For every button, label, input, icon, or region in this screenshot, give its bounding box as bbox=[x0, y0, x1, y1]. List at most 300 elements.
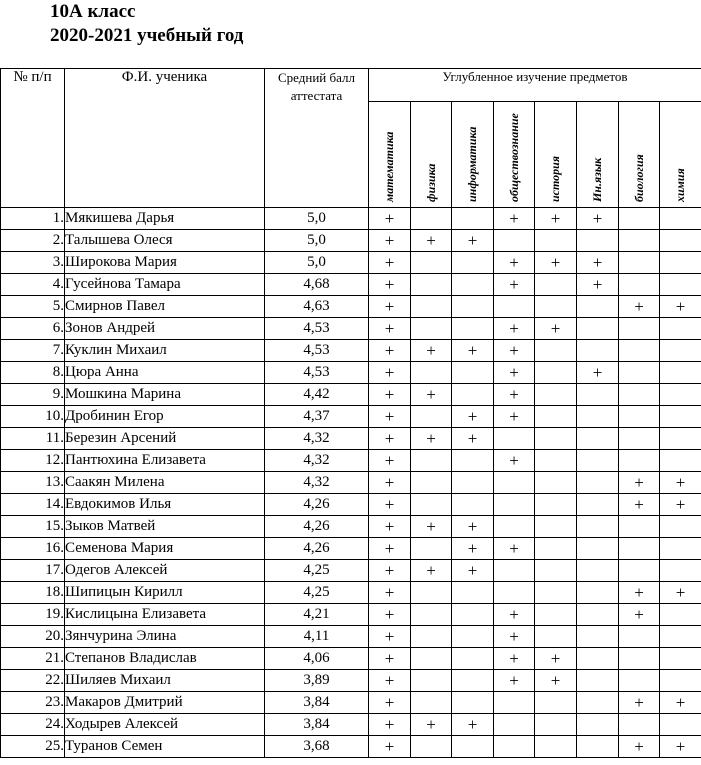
row-number: 11. bbox=[1, 428, 65, 450]
subject-mark bbox=[411, 626, 452, 648]
subject-mark bbox=[660, 362, 701, 384]
subject-mark bbox=[494, 560, 535, 582]
subject-mark: + bbox=[369, 318, 411, 340]
table-row bbox=[1, 318, 701, 340]
average-score: 4,26 bbox=[265, 538, 369, 560]
subject-mark bbox=[619, 626, 660, 648]
average-score: 4,32 bbox=[265, 450, 369, 472]
subject-mark: + bbox=[494, 274, 535, 296]
subject-mark bbox=[452, 362, 494, 384]
subject-mark bbox=[535, 450, 577, 472]
students-table bbox=[0, 68, 701, 758]
subject-mark bbox=[411, 582, 452, 604]
header-subject bbox=[660, 102, 701, 208]
student-name: Цюра Анна bbox=[65, 362, 265, 384]
subject-mark bbox=[535, 472, 577, 494]
table-row bbox=[1, 626, 701, 648]
subject-mark bbox=[660, 560, 701, 582]
row-number: 23. bbox=[1, 692, 65, 714]
student-name: Куклин Михаил bbox=[65, 340, 265, 362]
subject-mark: + bbox=[411, 340, 452, 362]
subject-mark bbox=[535, 274, 577, 296]
subject-mark bbox=[494, 428, 535, 450]
subject-mark bbox=[494, 692, 535, 714]
subject-mark: + bbox=[619, 494, 660, 516]
average-score: 4,68 bbox=[265, 274, 369, 296]
subject-mark bbox=[411, 208, 452, 230]
header-avg: Средний балл аттестата bbox=[265, 69, 369, 208]
header-subject-group: Углубленное изучение предметов bbox=[369, 69, 701, 102]
subject-mark bbox=[535, 296, 577, 318]
student-name: Евдокимов Илья bbox=[65, 494, 265, 516]
average-score: 4,53 bbox=[265, 318, 369, 340]
header-subject bbox=[535, 102, 577, 208]
subject-mark: + bbox=[535, 252, 577, 274]
subject-mark bbox=[494, 230, 535, 252]
header-subject-label: физика bbox=[423, 163, 438, 202]
header-subject bbox=[369, 102, 411, 208]
subject-mark bbox=[577, 648, 619, 670]
class-title: 10А класс bbox=[50, 1, 136, 22]
subject-mark bbox=[452, 670, 494, 692]
header-subject bbox=[494, 102, 535, 208]
subject-mark bbox=[577, 736, 619, 758]
subject-mark: + bbox=[494, 384, 535, 406]
student-name: Шипицын Кирилл bbox=[65, 582, 265, 604]
subject-mark: + bbox=[577, 362, 619, 384]
subject-mark: + bbox=[660, 296, 701, 318]
student-name: Семенова Мария bbox=[65, 538, 265, 560]
average-score: 4,32 bbox=[265, 428, 369, 450]
header-subject-label: Ин.язык bbox=[590, 157, 604, 202]
student-name: Широкова Мария bbox=[65, 252, 265, 274]
subject-mark: + bbox=[619, 604, 660, 626]
subject-mark: + bbox=[369, 472, 411, 494]
average-score: 3,84 bbox=[265, 692, 369, 714]
subject-mark bbox=[660, 714, 701, 736]
subject-mark bbox=[411, 494, 452, 516]
subject-mark bbox=[577, 604, 619, 626]
subject-mark bbox=[494, 296, 535, 318]
table-row bbox=[1, 428, 701, 450]
subject-mark: + bbox=[494, 450, 535, 472]
row-number: 25. bbox=[1, 736, 65, 758]
subject-mark: + bbox=[494, 208, 535, 230]
average-score: 4,26 bbox=[265, 494, 369, 516]
subject-mark bbox=[619, 560, 660, 582]
subject-mark bbox=[411, 538, 452, 560]
subject-mark: + bbox=[660, 582, 701, 604]
subject-mark: + bbox=[369, 604, 411, 626]
table-row bbox=[1, 582, 701, 604]
header-subject bbox=[619, 102, 660, 208]
average-score: 5,0 bbox=[265, 230, 369, 252]
subject-mark bbox=[577, 340, 619, 362]
subject-mark bbox=[660, 208, 701, 230]
subject-mark bbox=[535, 494, 577, 516]
average-score: 4,63 bbox=[265, 296, 369, 318]
year-title: 2020-2021 учебный год bbox=[50, 25, 244, 46]
subject-mark: + bbox=[452, 230, 494, 252]
subject-mark bbox=[577, 516, 619, 538]
subject-mark: + bbox=[494, 406, 535, 428]
row-number: 3. bbox=[1, 252, 65, 274]
student-name: Талышева Олеся bbox=[65, 230, 265, 252]
subject-mark bbox=[535, 582, 577, 604]
subject-mark bbox=[494, 736, 535, 758]
subject-mark bbox=[660, 406, 701, 428]
average-score: 3,89 bbox=[265, 670, 369, 692]
row-number: 7. bbox=[1, 340, 65, 362]
table-row bbox=[1, 274, 701, 296]
subject-mark: + bbox=[452, 538, 494, 560]
subject-mark bbox=[494, 714, 535, 736]
table-row bbox=[1, 538, 701, 560]
subject-mark bbox=[619, 406, 660, 428]
subject-mark bbox=[411, 406, 452, 428]
student-name: Зонов Андрей bbox=[65, 318, 265, 340]
subject-mark: + bbox=[494, 670, 535, 692]
subject-mark bbox=[577, 560, 619, 582]
subject-mark: + bbox=[535, 670, 577, 692]
row-number: 4. bbox=[1, 274, 65, 296]
subject-mark: + bbox=[452, 516, 494, 538]
row-number: 8. bbox=[1, 362, 65, 384]
row-number: 20. bbox=[1, 626, 65, 648]
subject-mark bbox=[577, 296, 619, 318]
student-name: Одегов Алексей bbox=[65, 560, 265, 582]
subject-mark bbox=[411, 736, 452, 758]
subject-mark: + bbox=[577, 252, 619, 274]
subject-mark bbox=[535, 340, 577, 362]
table-row bbox=[1, 560, 701, 582]
subject-mark bbox=[452, 494, 494, 516]
subject-mark: + bbox=[452, 560, 494, 582]
subject-mark: + bbox=[494, 340, 535, 362]
student-name: Туранов Семен bbox=[65, 736, 265, 758]
subject-mark: + bbox=[369, 538, 411, 560]
subject-mark: + bbox=[369, 450, 411, 472]
student-name: Березин Арсений bbox=[65, 428, 265, 450]
header-num: № п/п bbox=[1, 69, 65, 208]
subject-mark bbox=[452, 296, 494, 318]
subject-mark: + bbox=[369, 362, 411, 384]
row-number: 14. bbox=[1, 494, 65, 516]
row-number: 1. bbox=[1, 208, 65, 230]
subject-mark bbox=[619, 252, 660, 274]
subject-mark bbox=[535, 384, 577, 406]
row-number: 12. bbox=[1, 450, 65, 472]
table-row bbox=[1, 208, 701, 230]
subject-mark bbox=[660, 274, 701, 296]
table-row bbox=[1, 252, 701, 274]
subject-mark: + bbox=[411, 230, 452, 252]
subject-mark: + bbox=[660, 736, 701, 758]
students-body bbox=[1, 208, 701, 758]
subject-mark: + bbox=[577, 208, 619, 230]
average-score: 4,32 bbox=[265, 472, 369, 494]
subject-mark: + bbox=[452, 406, 494, 428]
student-name: Мякишева Дарья bbox=[65, 208, 265, 230]
subject-mark: + bbox=[494, 538, 535, 560]
subject-mark: + bbox=[452, 340, 494, 362]
subject-mark bbox=[535, 626, 577, 648]
row-number: 6. bbox=[1, 318, 65, 340]
subject-mark: + bbox=[369, 560, 411, 582]
subject-mark bbox=[535, 604, 577, 626]
row-number: 22. bbox=[1, 670, 65, 692]
subject-mark: + bbox=[494, 362, 535, 384]
subject-mark bbox=[660, 340, 701, 362]
subject-mark bbox=[535, 692, 577, 714]
table-row bbox=[1, 472, 701, 494]
table-row bbox=[1, 648, 701, 670]
table-row bbox=[1, 604, 701, 626]
average-score: 3,68 bbox=[265, 736, 369, 758]
subject-mark bbox=[452, 274, 494, 296]
subject-mark: + bbox=[369, 692, 411, 714]
subject-mark: + bbox=[577, 274, 619, 296]
header-subject-label: история bbox=[548, 155, 562, 202]
subject-mark bbox=[619, 318, 660, 340]
subject-mark bbox=[535, 362, 577, 384]
subject-mark: + bbox=[494, 604, 535, 626]
row-number: 2. bbox=[1, 230, 65, 252]
row-number: 9. bbox=[1, 384, 65, 406]
subject-mark bbox=[660, 318, 701, 340]
average-score: 4,21 bbox=[265, 604, 369, 626]
subject-mark: + bbox=[369, 736, 411, 758]
subject-mark: + bbox=[619, 582, 660, 604]
subject-mark bbox=[619, 384, 660, 406]
subject-mark bbox=[452, 252, 494, 274]
subject-mark: + bbox=[619, 472, 660, 494]
subject-mark: + bbox=[452, 428, 494, 450]
subject-mark: + bbox=[619, 692, 660, 714]
subject-mark bbox=[577, 670, 619, 692]
subject-mark: + bbox=[411, 516, 452, 538]
subject-mark bbox=[535, 428, 577, 450]
row-number: 24. bbox=[1, 714, 65, 736]
subject-mark bbox=[619, 450, 660, 472]
subject-mark: + bbox=[369, 670, 411, 692]
subject-mark bbox=[494, 582, 535, 604]
subject-mark bbox=[452, 384, 494, 406]
header-name: Ф.И. ученика bbox=[65, 69, 265, 208]
subject-mark: + bbox=[411, 714, 452, 736]
subject-mark bbox=[452, 648, 494, 670]
header-subject-label: биология bbox=[631, 154, 646, 202]
subject-mark: + bbox=[369, 714, 411, 736]
subject-mark bbox=[452, 604, 494, 626]
subject-mark: + bbox=[411, 428, 452, 450]
table-row bbox=[1, 516, 701, 538]
subject-mark bbox=[577, 428, 619, 450]
subject-mark bbox=[619, 208, 660, 230]
subject-mark bbox=[619, 670, 660, 692]
subject-mark bbox=[619, 230, 660, 252]
subject-mark: + bbox=[369, 406, 411, 428]
row-number: 19. bbox=[1, 604, 65, 626]
subject-mark bbox=[411, 692, 452, 714]
subject-mark: + bbox=[369, 252, 411, 274]
subject-mark: + bbox=[452, 714, 494, 736]
subject-mark: + bbox=[619, 296, 660, 318]
subject-mark bbox=[619, 362, 660, 384]
student-name: Саакян Милена bbox=[65, 472, 265, 494]
student-name: Ходырев Алексей bbox=[65, 714, 265, 736]
subject-mark bbox=[660, 604, 701, 626]
table-row bbox=[1, 692, 701, 714]
subject-mark bbox=[619, 538, 660, 560]
row-number: 21. bbox=[1, 648, 65, 670]
average-score: 5,0 bbox=[265, 252, 369, 274]
subject-mark: + bbox=[535, 318, 577, 340]
subject-mark: + bbox=[494, 252, 535, 274]
subject-mark: + bbox=[494, 648, 535, 670]
subject-mark bbox=[411, 450, 452, 472]
table-row bbox=[1, 450, 701, 472]
row-number: 17. bbox=[1, 560, 65, 582]
subject-mark bbox=[619, 516, 660, 538]
subject-mark bbox=[577, 582, 619, 604]
subject-mark bbox=[452, 208, 494, 230]
average-score: 4,53 bbox=[265, 340, 369, 362]
subject-mark: + bbox=[369, 428, 411, 450]
subject-mark bbox=[619, 648, 660, 670]
student-name: Макаров Дмитрий bbox=[65, 692, 265, 714]
subject-mark: + bbox=[660, 494, 701, 516]
table-row bbox=[1, 296, 701, 318]
subject-mark bbox=[452, 626, 494, 648]
average-score: 4,25 bbox=[265, 560, 369, 582]
subject-mark bbox=[452, 692, 494, 714]
header-subject-label: химия bbox=[673, 168, 688, 202]
subject-mark bbox=[494, 516, 535, 538]
subject-mark bbox=[535, 560, 577, 582]
row-number: 16. bbox=[1, 538, 65, 560]
subject-mark bbox=[577, 714, 619, 736]
table-row bbox=[1, 362, 701, 384]
subject-mark bbox=[452, 318, 494, 340]
subject-mark: + bbox=[369, 340, 411, 362]
row-number: 13. bbox=[1, 472, 65, 494]
subject-mark: + bbox=[660, 692, 701, 714]
subject-mark bbox=[535, 538, 577, 560]
subject-mark bbox=[535, 230, 577, 252]
header-subject bbox=[411, 102, 452, 208]
subject-mark: + bbox=[369, 230, 411, 252]
subject-mark bbox=[660, 626, 701, 648]
subject-mark bbox=[411, 362, 452, 384]
header-subject bbox=[577, 102, 619, 208]
subject-mark bbox=[494, 472, 535, 494]
subject-mark bbox=[660, 648, 701, 670]
subject-mark: + bbox=[494, 318, 535, 340]
row-number: 10. bbox=[1, 406, 65, 428]
subject-mark: + bbox=[369, 274, 411, 296]
student-name: Зянчурина Элина bbox=[65, 626, 265, 648]
subject-mark: + bbox=[369, 296, 411, 318]
subject-mark bbox=[577, 450, 619, 472]
average-score: 4,26 bbox=[265, 516, 369, 538]
subject-mark bbox=[411, 670, 452, 692]
row-number: 15. bbox=[1, 516, 65, 538]
average-score: 4,25 bbox=[265, 582, 369, 604]
subject-mark bbox=[619, 274, 660, 296]
subject-mark: + bbox=[369, 208, 411, 230]
student-name: Кислицына Елизавета bbox=[65, 604, 265, 626]
subject-mark: + bbox=[660, 472, 701, 494]
average-score: 4,53 bbox=[265, 362, 369, 384]
header-subject bbox=[452, 102, 494, 208]
subject-mark bbox=[660, 516, 701, 538]
subject-mark bbox=[660, 384, 701, 406]
subject-mark bbox=[577, 384, 619, 406]
row-number: 18. bbox=[1, 582, 65, 604]
subject-mark bbox=[452, 450, 494, 472]
subject-mark bbox=[619, 428, 660, 450]
subject-mark bbox=[452, 582, 494, 604]
subject-mark: + bbox=[535, 208, 577, 230]
row-number: 5. bbox=[1, 296, 65, 318]
subject-mark bbox=[411, 296, 452, 318]
subject-mark bbox=[660, 538, 701, 560]
subject-mark bbox=[577, 230, 619, 252]
subject-mark bbox=[411, 318, 452, 340]
subject-mark bbox=[535, 736, 577, 758]
subject-mark bbox=[577, 472, 619, 494]
subject-mark: + bbox=[369, 516, 411, 538]
subject-mark: + bbox=[411, 384, 452, 406]
subject-mark: + bbox=[494, 626, 535, 648]
student-name: Гусейнова Тамара bbox=[65, 274, 265, 296]
student-name: Мошкина Марина bbox=[65, 384, 265, 406]
subject-mark bbox=[452, 472, 494, 494]
subject-mark bbox=[660, 670, 701, 692]
student-name: Степанов Владислав bbox=[65, 648, 265, 670]
subject-mark bbox=[577, 406, 619, 428]
student-name: Смирнов Павел bbox=[65, 296, 265, 318]
table-row bbox=[1, 384, 701, 406]
subject-mark bbox=[452, 736, 494, 758]
table-row bbox=[1, 714, 701, 736]
subject-mark bbox=[577, 626, 619, 648]
subject-mark: + bbox=[411, 560, 452, 582]
student-name: Зыков Матвей bbox=[65, 516, 265, 538]
subject-mark bbox=[411, 274, 452, 296]
subject-mark: + bbox=[369, 494, 411, 516]
subject-mark bbox=[411, 472, 452, 494]
subject-mark: + bbox=[369, 648, 411, 670]
subject-mark bbox=[535, 516, 577, 538]
subject-mark bbox=[660, 450, 701, 472]
header-subject-label: математика bbox=[382, 131, 396, 202]
subject-mark bbox=[494, 494, 535, 516]
subject-mark bbox=[411, 252, 452, 274]
subject-mark bbox=[619, 714, 660, 736]
subject-mark bbox=[660, 230, 701, 252]
subject-mark bbox=[619, 340, 660, 362]
subject-mark bbox=[660, 252, 701, 274]
student-name: Пантюхина Елизавета bbox=[65, 450, 265, 472]
table-row bbox=[1, 230, 701, 252]
table-row bbox=[1, 340, 701, 362]
subject-mark: + bbox=[369, 384, 411, 406]
subject-mark: + bbox=[369, 626, 411, 648]
header-subject-label: информатика bbox=[465, 126, 479, 202]
subject-mark: + bbox=[535, 648, 577, 670]
